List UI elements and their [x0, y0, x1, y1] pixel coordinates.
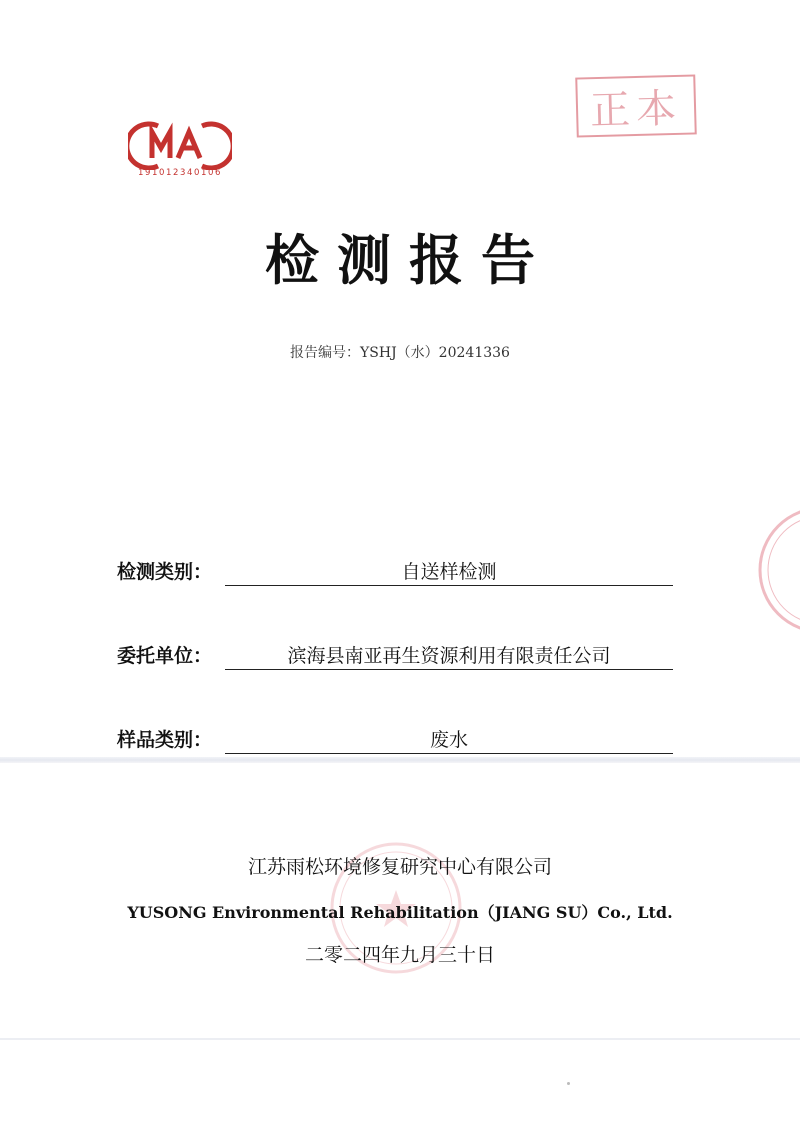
report-date: 二零二四年九月三十日: [304, 944, 495, 966]
field-client: [117, 640, 677, 670]
report-number-label: 报告编号：: [290, 345, 361, 361]
field-value: 自送样检测: [225, 557, 673, 586]
ma-certificate-number: 191012340106: [137, 168, 223, 178]
field-sample-category: [117, 724, 677, 754]
scan-artifact-line: [0, 1038, 800, 1040]
field-label: 检测类别：: [117, 561, 213, 583]
report-number: [0, 342, 800, 362]
ma-certification-logo: [128, 118, 232, 182]
field-value: 废水: [225, 725, 673, 754]
scan-artifact-band: [0, 757, 800, 763]
field-value: 滨海县南亚再生资源利用有限责任公司: [225, 641, 673, 670]
company-name-en: YUSONG Environmental Rehabilitation（JIANG SU）Co., Ltd.: [127, 903, 673, 922]
field-test-category: [117, 556, 677, 586]
edge-seal-icon: [752, 500, 800, 640]
report-number-value: YSHJ（水）20241336: [360, 345, 510, 361]
scan-speck: [567, 1082, 570, 1085]
field-label: 委托单位：: [117, 645, 213, 667]
field-label: 样品类别：: [117, 729, 213, 751]
report-title: 检测报告: [265, 229, 553, 292]
original-copy-stamp: 正本: [575, 74, 697, 137]
company-name-cn: 江苏雨松环境修复研究中心有限公司: [247, 856, 552, 878]
ma-logo-graphic: [128, 118, 232, 170]
